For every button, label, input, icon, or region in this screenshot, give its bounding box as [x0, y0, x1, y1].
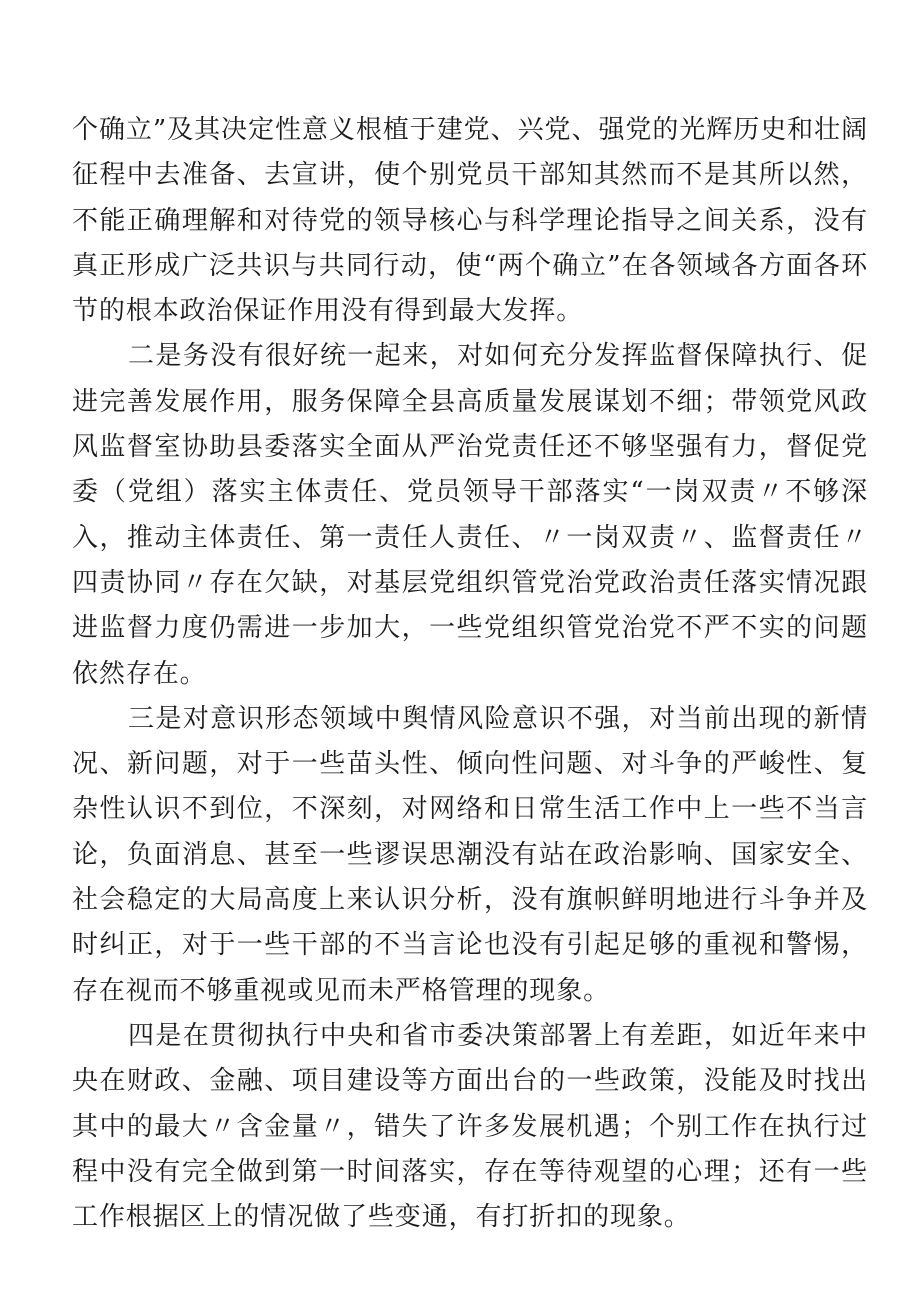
paragraph-point-four: 四是在贯彻执行中央和省市委决策部署上有差距，如近年来中央在财政、金融、项目建设等方面出台的一些政策，没能及时找出其中的最大〃含金量〃，错失了许多发展机遇；个别工作在执行过程中没有完全做到第一时间落实，存在等待观望的心理；还有一些工作根据区上的情况做了些变通，有打折扣的现象。: [72, 1020, 868, 1233]
paragraph-continued: 个确立”及其决定性意义根植于建党、兴党、强党的光辉历史和壮阔征程中去准备、去宣讲，使个别党员干部知其然而不是其所以然，不能正确理解和对待党的领导核心与科学理论指导之间关系，没有真正形成广泛共识与共同行动，使“两个确立”在各领域各方面各环节的根本政治保证作用没有得到最大发挥。: [72, 115, 868, 327]
paragraph-point-two: 二是务没有很好统一起来，对如何充分发挥监督保障执行、促进完善发展作用，服务保障全县高质量发展谋划不细；带领党风政风监督室协助县委落实全面从严治党责任还不够坚强有力，督促党委（党组）落实主体责任、党员领导干部落实“一岗双责〃不够深入，推动主体责任、第一责任人责任、〃一岗双责〃、监督责任〃四责协同〃存在欠缺，对基层党组织管党治党政治责任落实情况跟进监督力度仍需进一步加大，一些党组织管党治党不严不实的问题依然存在。: [72, 341, 868, 689]
document-body: [72, 108, 868, 1240]
paragraph-point-three: 三是对意识形态领域中舆情风险意识不强，对当前出现的新情况、新问题，对于一些苗头性、倾向性问题、对斗争的严峻性、复杂性认识不到位，不深刻，对网络和日常生活工作中上一些不当言论，负面消息、甚至一些谬误思潮没有站在政治影响、国家安全、社会稳定的大局高度上来认识分析，没有旗帜鲜明地进行斗争并及时纠正，对于一些干部的不当言论也没有引起足够的重视和警惕，存在视而不够重视或见而未严格管理的现象。: [72, 703, 868, 1006]
